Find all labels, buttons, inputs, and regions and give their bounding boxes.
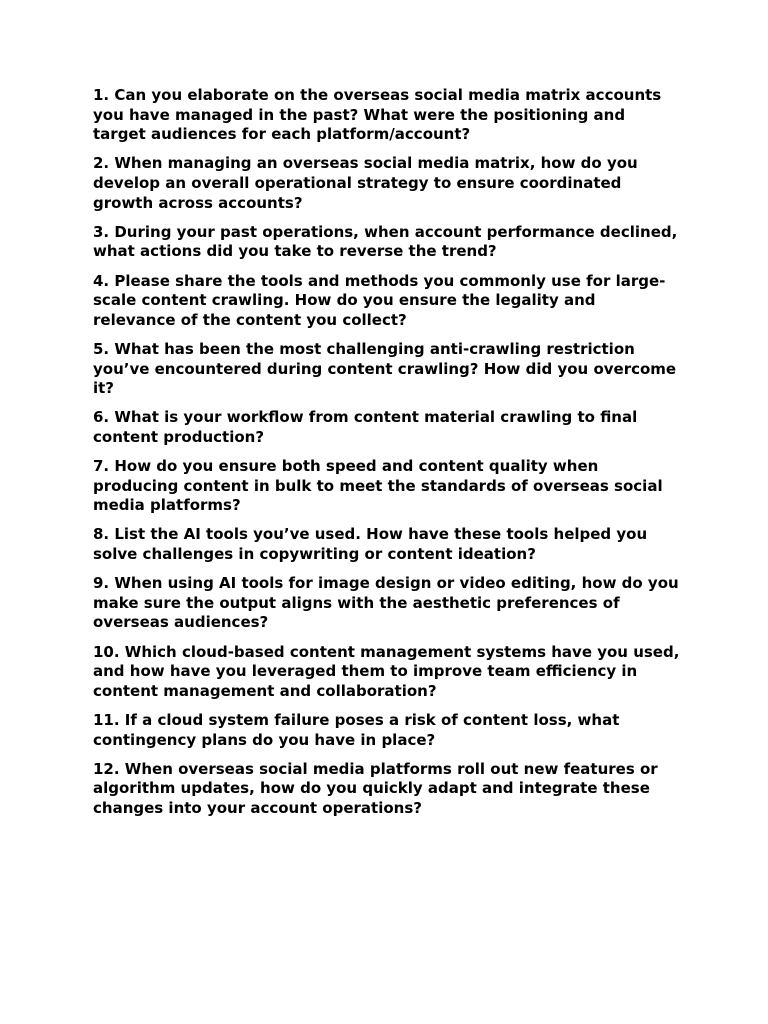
question-5: 5. What has been the most challenging anti-crawling restriction you’ve encountered during content crawling? How did you overcome it?: [93, 339, 677, 398]
question-1: 1. Can you elaborate on the overseas social media matrix accounts you have managed in the past? What were the positioning and target audiences for each platform/account?: [93, 86, 662, 144]
question-8: 8. List the AI tools you’ve used. How have these tools helped you solve challenges in copywriting or content ideation?: [93, 525, 648, 564]
question-4: 4. Please share the tools and methods you commonly use for large-scale content crawling. How do you ensure the legality and relevance of the content you collect?: [93, 271, 666, 329]
question-12: 12. When overseas social media platforms roll out new features or algorithm updates, how do you quickly adapt and integrate these changes into your account operations?: [93, 759, 658, 817]
question-3: 3. During your past operations, when account performance declined, what actions did you take to reverse the trend?: [93, 222, 678, 261]
question-10: 10. Which cloud-based content management systems have you used, and how have you leveraged them to improve team efficiency in content management and collaboration?: [93, 642, 680, 700]
question-9: 9. When using AI tools for image design or video editing, how do you make sure the output aligns with the aesthetic preferences of overseas audiences?: [93, 574, 679, 632]
question-7: 7. How do you ensure both speed and content quality when producing content in bulk to meet the standards of overseas social media platforms?: [93, 457, 663, 515]
document-page: [93, 86, 683, 828]
question-6: 6. What is your workflow from content material crawling to final content production?: [93, 408, 638, 446]
question-2: 2. When managing an overseas social media matrix, how do you develop an overall operational strategy to ensure coordinated growth across accounts?: [93, 154, 638, 212]
question-11: 11. If a cloud system failure poses a risk of content loss, what contingency plans do you have in place?: [93, 710, 620, 749]
